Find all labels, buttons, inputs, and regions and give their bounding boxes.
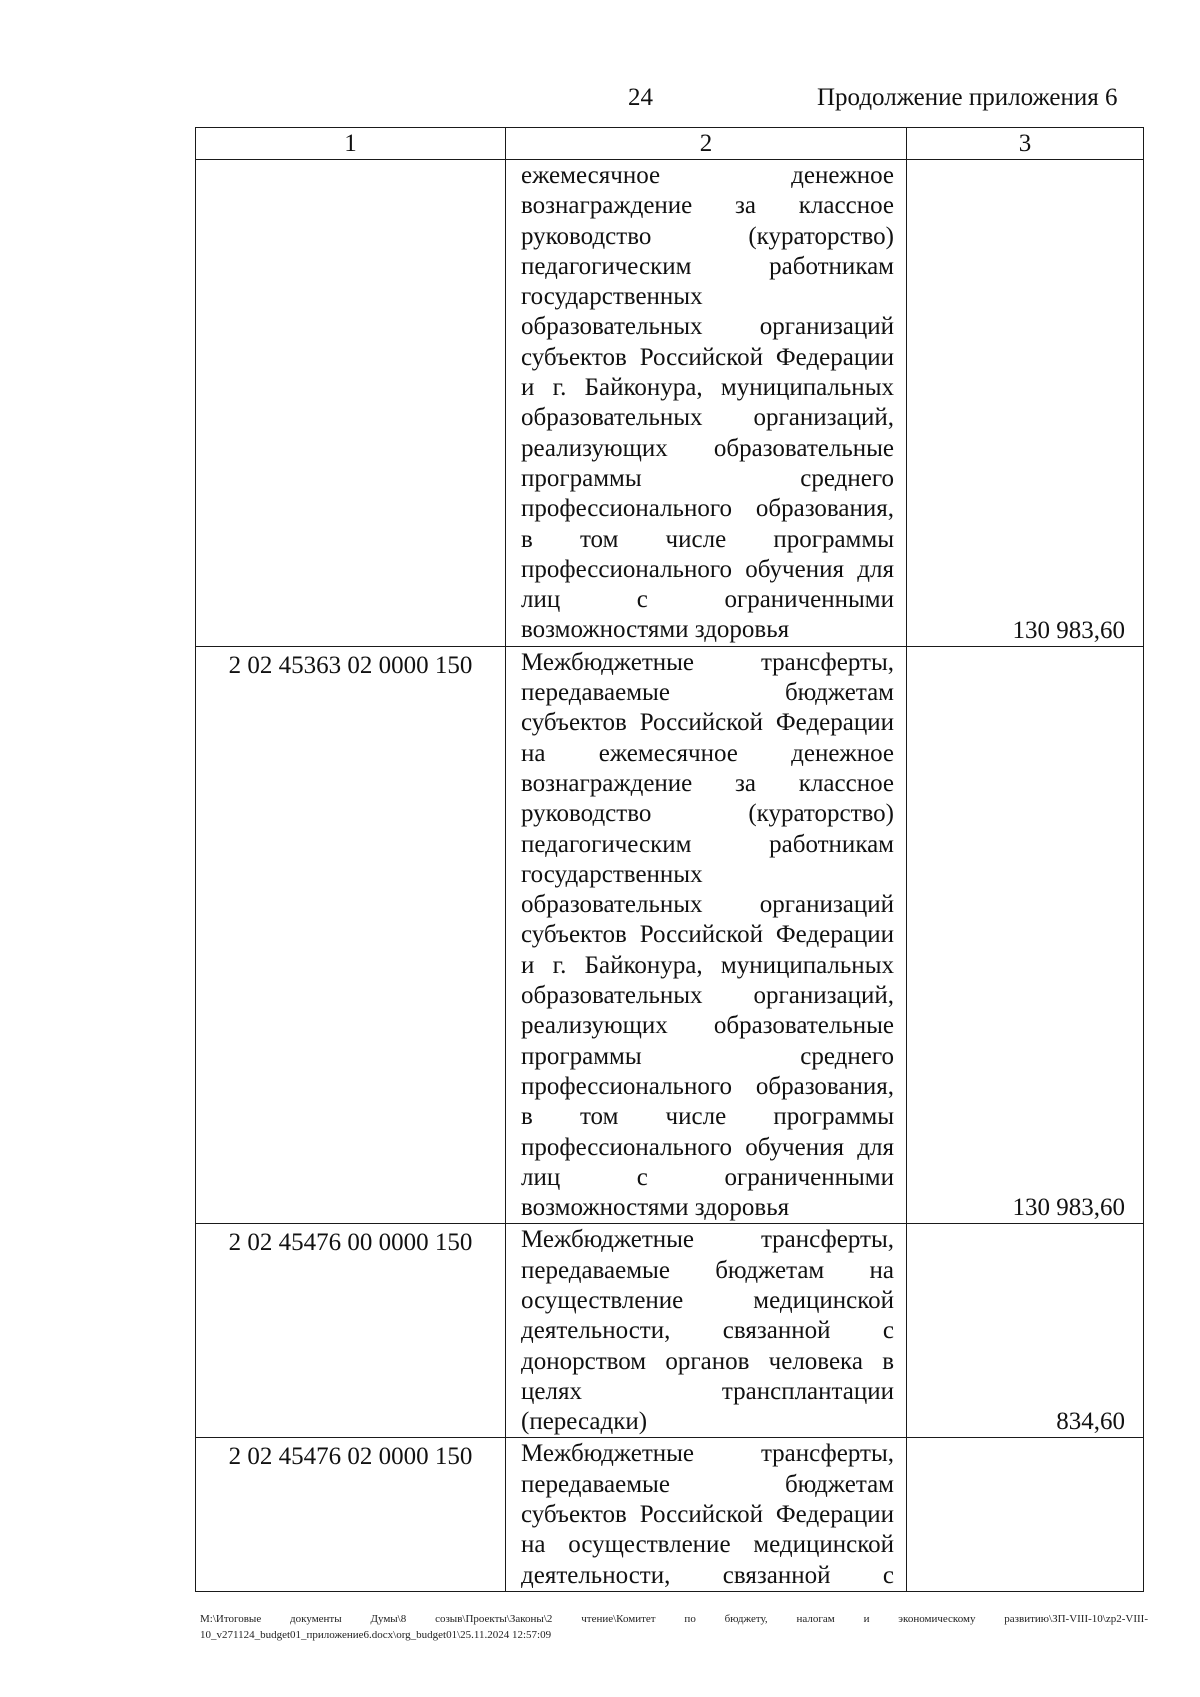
description-line: педагогическим работникам <box>521 252 894 280</box>
description-line: Межбюджетные трансферты, <box>521 1440 894 1468</box>
description-line: руководство (кураторство) <box>521 222 894 250</box>
description-line: вознаграждение за классное <box>521 192 894 220</box>
description-line: образовательных организаций, <box>521 982 894 1010</box>
description-line: Межбюджетные трансферты, <box>521 1226 894 1254</box>
page-number: 24 <box>628 84 653 111</box>
description-line: субъектов Российской Федерации <box>521 709 894 737</box>
row-description <box>506 160 907 647</box>
appendix-continuation-title: Продолжение приложения 6 <box>817 84 1118 111</box>
column-header-name: 2 <box>506 128 907 160</box>
description-line: и г. Байконура, муниципальных <box>521 374 894 402</box>
description-line: профессионального обучения для <box>521 1133 894 1161</box>
row-amount: 130 983,60 <box>907 646 1144 1224</box>
description-line: в том числе программы <box>521 1103 894 1131</box>
row-amount: 834,60 <box>907 1224 1144 1438</box>
description-line: субъектов Российской Федерации <box>521 921 894 949</box>
description-line: в том числе программы <box>521 525 894 553</box>
description-line: профессионального образования, <box>521 495 894 523</box>
description-line: на осуществление медицинской <box>521 1531 894 1559</box>
description-line: вознаграждение за классное <box>521 769 894 797</box>
description-line: руководство (кураторство) <box>521 800 894 828</box>
description-line: субъектов Российской Федерации <box>521 343 894 371</box>
table-row <box>196 646 1144 1224</box>
row-code <box>196 160 506 647</box>
description-line: на ежемесячное денежное <box>521 739 894 767</box>
description-line: государственных <box>521 860 703 888</box>
description-line: деятельности, связанной с <box>521 1561 894 1589</box>
row-code: 2 02 45476 00 0000 150 <box>196 1224 506 1438</box>
description-line: Межбюджетные трансферты, <box>521 648 894 676</box>
column-header-amount: 3 <box>907 128 1144 160</box>
description-line: лиц с ограниченными <box>521 586 894 614</box>
description-line: педагогическим работникам <box>521 830 894 858</box>
description-line: возможностями здоровья <box>521 616 790 644</box>
description-line: ежемесячное денежное <box>521 162 894 189</box>
description-line: передаваемые бюджетам <box>521 1470 894 1498</box>
table-row <box>196 1438 1144 1591</box>
description-line: образовательных организаций <box>521 313 894 341</box>
description-line: (пересадки) <box>521 1408 648 1436</box>
description-line: реализующих образовательные <box>521 434 894 462</box>
description-line: и г. Байконура, муниципальных <box>521 951 894 979</box>
table-header-row <box>196 128 1144 160</box>
row-code: 2 02 45476 02 0000 150 <box>196 1438 506 1591</box>
description-line: образовательных организаций, <box>521 404 894 432</box>
table-row <box>196 160 1144 647</box>
row-description <box>506 1438 907 1591</box>
footer-file-path: М:\Итоговые документы Думы\8 созыв\Проекты\Законы\2 чтение\Комитет по бюджету, налогам и экономическому развитию\ЗП-VIII-10\zp2-VIII-10_v271124_budget01_приложение6.docx\org_budget01\25.11.2024 12:57:09 <box>200 1613 1148 1641</box>
description-line: целях трансплантации <box>521 1377 894 1405</box>
description-line: реализующих образовательные <box>521 1012 894 1040</box>
table-row <box>196 1224 1144 1438</box>
description-line: передаваемые бюджетам на <box>521 1256 894 1284</box>
description-line: программы среднего <box>521 464 894 492</box>
row-description <box>506 1224 907 1438</box>
description-line: образовательных организаций <box>521 891 894 919</box>
description-line: донорством органов человека в <box>521 1347 894 1375</box>
row-description <box>506 646 907 1224</box>
description-line: лиц с ограниченными <box>521 1163 894 1191</box>
description-line: профессионального образования, <box>521 1072 894 1100</box>
description-line: передаваемые бюджетам <box>521 679 894 707</box>
description-line: программы среднего <box>521 1042 894 1070</box>
row-amount: 130 983,60 <box>907 160 1144 647</box>
row-code: 2 02 45363 02 0000 150 <box>196 646 506 1224</box>
description-line: субъектов Российской Федерации <box>521 1501 894 1529</box>
description-line: осуществление медицинской <box>521 1286 894 1314</box>
budget-table <box>195 127 1144 1592</box>
column-header-code: 1 <box>196 128 506 160</box>
description-line: государственных <box>521 283 703 311</box>
description-line: деятельности, связанной с <box>521 1317 894 1345</box>
description-line: профессионального обучения для <box>521 555 894 583</box>
row-amount <box>907 1438 1144 1591</box>
description-line: возможностями здоровья <box>521 1194 790 1222</box>
